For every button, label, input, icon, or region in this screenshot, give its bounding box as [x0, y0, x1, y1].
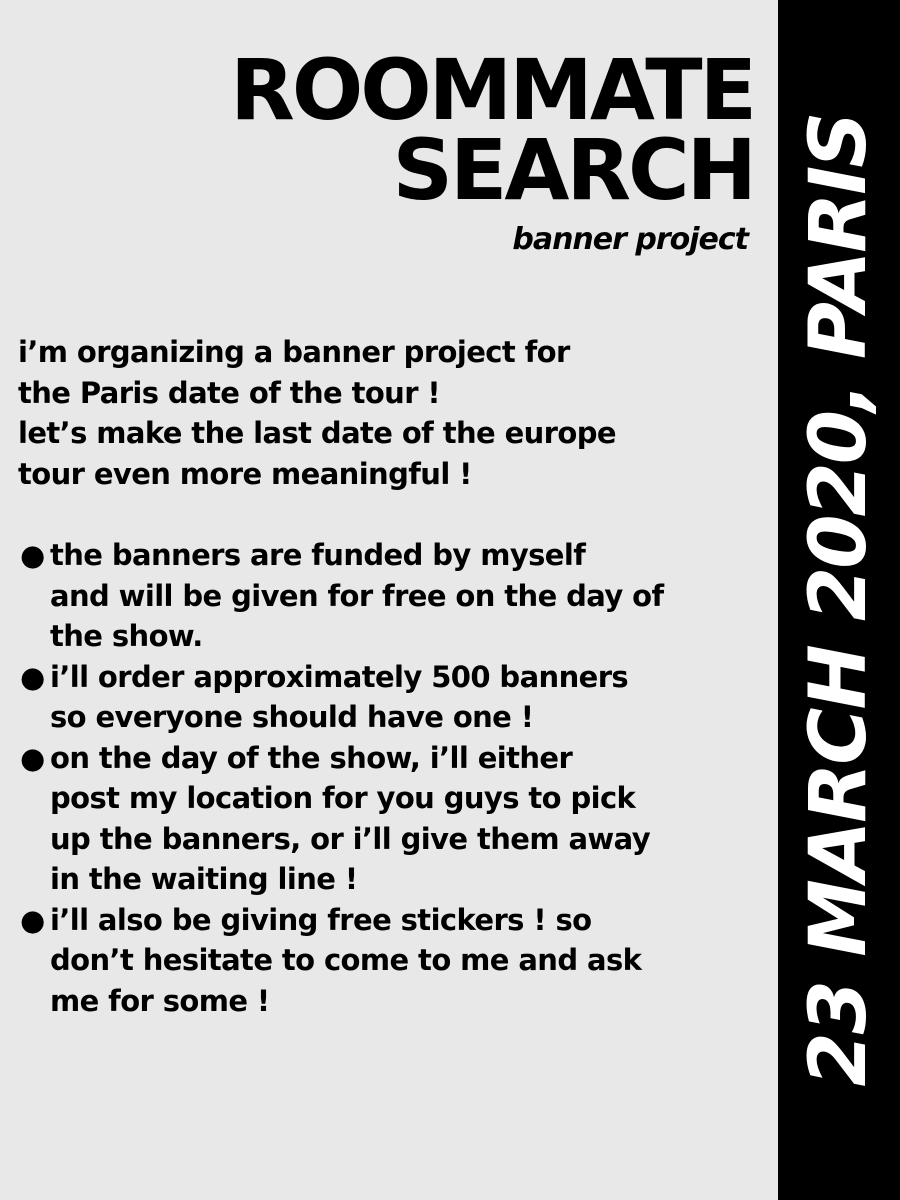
bullet-line: the banners are funded by myself	[50, 538, 586, 572]
list-item	[18, 657, 773, 738]
intro-paragraph	[18, 332, 773, 494]
bullet-line: in the waiting line !	[50, 862, 358, 896]
title-line-search: SEARCH	[392, 121, 754, 219]
bullet-line: the show.	[50, 619, 203, 653]
bullet-icon: ●	[20, 740, 45, 775]
date-sidebar	[778, 0, 900, 1200]
bullet-line: i’ll also be giving free stickers ! so	[50, 902, 592, 937]
subtitle: banner project	[512, 222, 748, 257]
bullet-line: post my location for you guys to pick	[50, 781, 636, 815]
intro-line: i’m organizing a banner project for	[18, 335, 570, 369]
list-item	[18, 738, 773, 900]
bullet-icon: ●	[20, 538, 45, 572]
title-line-roommate: ROOMMATE	[230, 41, 754, 139]
bullet-line: on the day of the show, i’ll either	[50, 740, 573, 775]
bullet-line: and will be given for free on the day of	[50, 578, 664, 613]
list-item	[18, 535, 773, 657]
bullet-icon: ●	[20, 659, 45, 694]
flyer-body	[18, 332, 773, 1021]
page-title	[230, 41, 754, 219]
bullet-line: so everyone should have one !	[50, 700, 534, 734]
event-date-location: 23 MARCH 2020, PARIS	[794, 113, 884, 1087]
bullet-line: me for some !	[50, 983, 270, 1018]
list-item	[18, 900, 773, 1022]
intro-line: the Paris date of the tour !	[18, 375, 441, 410]
bullet-icon: ●	[20, 902, 45, 937]
bullet-list	[18, 535, 773, 1021]
bullet-line: i’ll order approximately 500 banners	[50, 659, 629, 694]
paragraph-gap	[18, 494, 773, 535]
bullet-line: don’t hesitate to come to me and ask	[50, 943, 642, 977]
bullet-line: up the banners, or i’ll give them away	[50, 821, 650, 856]
intro-line: let’s make the last date of the europe	[18, 416, 616, 450]
intro-line: tour even more meaningful !	[18, 456, 472, 491]
